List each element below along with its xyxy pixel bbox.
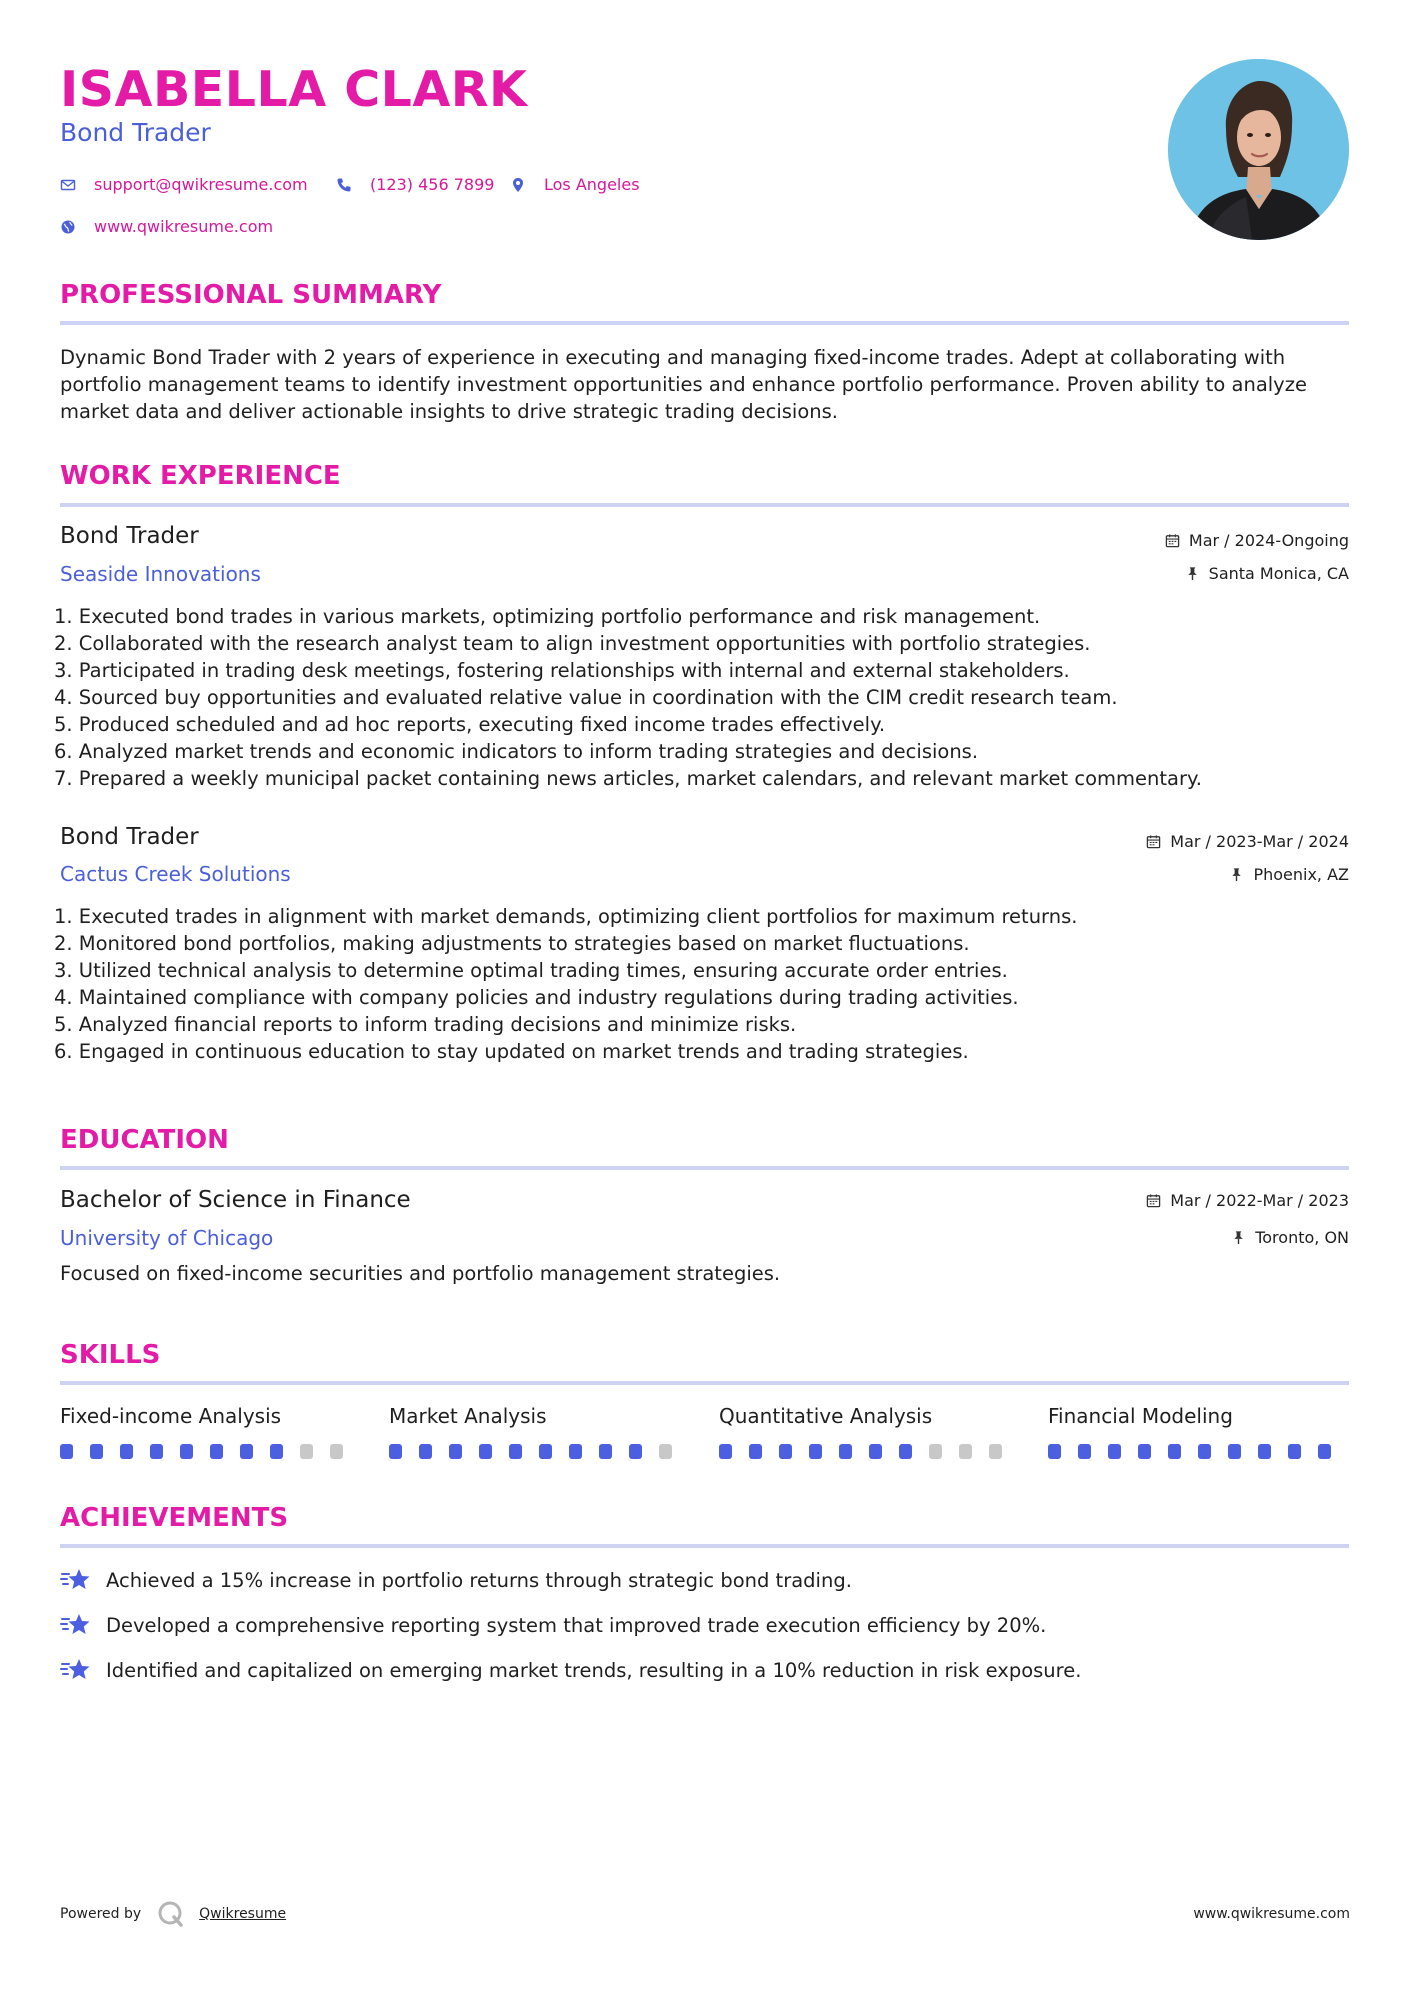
job-location: Santa Monica, CA bbox=[1185, 564, 1349, 583]
rating-dot-empty bbox=[929, 1444, 942, 1459]
education-description: Focused on fixed-income securities and portfolio management strategies. bbox=[60, 1262, 781, 1285]
list-item: 4. Sourced buy opportunities and evaluated relative value in coordination with the CIM credit research team. bbox=[54, 686, 1118, 709]
rating-dot-filled bbox=[839, 1444, 852, 1459]
section-divider bbox=[60, 503, 1349, 507]
rating-dot-filled bbox=[1168, 1444, 1181, 1459]
job-bullets bbox=[54, 903, 1354, 1065]
rating-dot-filled bbox=[1108, 1444, 1121, 1459]
summary-text: Dynamic Bond Trader with 2 years of experience in executing and managing fixed-income trades. Adept at collaborating with portfolio management teams to identify investment opportunities and enhance portfolio performance. Proven ability to analyze market data and deliver actionable insights to drive strategic trading decisions. bbox=[60, 346, 1307, 423]
rating-dot-filled bbox=[60, 1444, 73, 1459]
pin-icon bbox=[1231, 1230, 1246, 1245]
pin-icon bbox=[1185, 566, 1200, 581]
rating-dot-filled bbox=[479, 1444, 492, 1459]
rating-dot-filled bbox=[779, 1444, 792, 1459]
calendar-icon bbox=[1146, 1193, 1161, 1208]
rating-dot-filled bbox=[899, 1444, 912, 1459]
skill-item bbox=[389, 1402, 689, 1459]
achievement-item: Developed a comprehensive reporting system that improved trade execution efficiency by 20%. bbox=[60, 1611, 1046, 1639]
rating-dot-filled bbox=[539, 1444, 552, 1459]
skill-rating bbox=[1048, 1444, 1348, 1459]
list-item: 2. Collaborated with the research analyst team to align investment opportunities with portfolio strategies. bbox=[54, 632, 1091, 655]
star-icon bbox=[60, 1611, 92, 1639]
skill-name: Quantitative Analysis bbox=[719, 1404, 933, 1428]
education-dates: Mar / 2022-Mar / 2023 bbox=[1146, 1191, 1349, 1210]
star-icon bbox=[60, 1656, 92, 1684]
rating-dot-empty bbox=[300, 1444, 313, 1459]
candidate-role: Bond Trader bbox=[60, 118, 211, 147]
rating-dot-filled bbox=[509, 1444, 522, 1459]
footer-url[interactable]: www.qwikresume.com bbox=[1193, 1906, 1350, 1922]
section-title-skills: SKILLS bbox=[60, 1340, 161, 1370]
contact-website[interactable] bbox=[60, 217, 273, 236]
rating-dot-filled bbox=[120, 1444, 133, 1459]
list-item: 3. Utilized technical analysis to determine optimal trading times, ensuring accurate order entries. bbox=[54, 959, 1008, 982]
rating-dot-filled bbox=[629, 1444, 642, 1459]
list-item: 6. Engaged in continuous education to stay updated on market trends and trading strategies. bbox=[54, 1040, 969, 1063]
footer-powered-by: Powered by Qwikresume bbox=[60, 1900, 286, 1928]
envelope-icon bbox=[60, 177, 76, 193]
rating-dot-filled bbox=[389, 1444, 402, 1459]
pin-icon bbox=[1229, 867, 1244, 882]
location-text: Los Angeles bbox=[544, 175, 640, 194]
achievement-item: Identified and capitalized on emerging market trends, resulting in a 10% reduction in risk exposure. bbox=[60, 1656, 1081, 1684]
rating-dot-empty bbox=[330, 1444, 343, 1459]
email-text: support@qwikresume.com bbox=[94, 175, 308, 194]
rating-dot-filled bbox=[210, 1444, 223, 1459]
job-bullets bbox=[54, 603, 1354, 792]
qwikresume-logo-icon bbox=[157, 1900, 185, 1928]
section-divider bbox=[60, 1544, 1349, 1548]
contact-phone[interactable] bbox=[336, 175, 494, 194]
rating-dot-filled bbox=[180, 1444, 193, 1459]
section-divider bbox=[60, 1166, 1349, 1170]
skill-rating bbox=[719, 1444, 1019, 1459]
skill-rating bbox=[60, 1444, 360, 1459]
job-dates: Mar / 2024-Ongoing bbox=[1165, 531, 1349, 550]
calendar-icon bbox=[1146, 834, 1161, 849]
list-item: 2. Monitored bond portfolios, making adjustments to strategies based on market fluctuations. bbox=[54, 932, 970, 955]
skill-name: Financial Modeling bbox=[1048, 1404, 1233, 1428]
skill-item bbox=[719, 1402, 1019, 1459]
rating-dot-filled bbox=[1078, 1444, 1091, 1459]
candidate-name: ISABELLA CLARK bbox=[60, 61, 528, 118]
job-dates: Mar / 2023-Mar / 2024 bbox=[1146, 832, 1349, 851]
rating-dot-filled bbox=[419, 1444, 432, 1459]
skill-name: Fixed-income Analysis bbox=[60, 1404, 282, 1428]
rating-dot-filled bbox=[599, 1444, 612, 1459]
rating-dot-filled bbox=[1138, 1444, 1151, 1459]
list-item: 7. Prepared a weekly municipal packet containing news articles, market calendars, and relevant market commentary. bbox=[54, 767, 1202, 790]
degree-title: Bachelor of Science in Finance bbox=[60, 1187, 411, 1213]
contact-location bbox=[510, 175, 640, 194]
job-location: Phoenix, AZ bbox=[1229, 865, 1349, 884]
skill-name: Market Analysis bbox=[389, 1404, 547, 1428]
skill-rating bbox=[389, 1444, 689, 1459]
job-title: Bond Trader bbox=[60, 824, 199, 850]
website-text: www.qwikresume.com bbox=[94, 217, 274, 236]
achievement-item: Achieved a 15% increase in portfolio returns through strategic bond trading. bbox=[60, 1566, 852, 1594]
list-item: 3. Participated in trading desk meetings, fostering relationships with internal and external stakeholders. bbox=[54, 659, 1070, 682]
phone-text: (123) 456 7899 bbox=[370, 175, 495, 194]
footer-brand-link[interactable]: Qwikresume bbox=[199, 1906, 287, 1922]
rating-dot-filled bbox=[719, 1444, 732, 1459]
phone-icon bbox=[336, 177, 352, 193]
rating-dot-filled bbox=[270, 1444, 283, 1459]
rating-dot-filled bbox=[240, 1444, 253, 1459]
rating-dot-empty bbox=[959, 1444, 972, 1459]
rating-dot-filled bbox=[150, 1444, 163, 1459]
contact-email[interactable] bbox=[60, 175, 308, 194]
section-title-summary: PROFESSIONAL SUMMARY bbox=[60, 280, 442, 310]
section-divider bbox=[60, 1381, 1349, 1385]
skill-item bbox=[1048, 1402, 1348, 1459]
rating-dot-filled bbox=[1318, 1444, 1331, 1459]
rating-dot-filled bbox=[1198, 1444, 1211, 1459]
rating-dot-empty bbox=[989, 1444, 1002, 1459]
section-title-experience: WORK EXPERIENCE bbox=[60, 461, 341, 491]
globe-icon bbox=[60, 219, 76, 235]
rating-dot-filled bbox=[1288, 1444, 1301, 1459]
rating-dot-filled bbox=[449, 1444, 462, 1459]
company-name: Seaside Innovations bbox=[60, 562, 261, 586]
rating-dot-empty bbox=[659, 1444, 672, 1459]
calendar-icon bbox=[1165, 533, 1180, 548]
rating-dot-filled bbox=[809, 1444, 822, 1459]
rating-dot-filled bbox=[569, 1444, 582, 1459]
rating-dot-filled bbox=[90, 1444, 103, 1459]
school-name: University of Chicago bbox=[60, 1226, 274, 1250]
company-name: Cactus Creek Solutions bbox=[60, 862, 291, 886]
list-item: 6. Analyzed market trends and economic indicators to inform trading strategies and decisions. bbox=[54, 740, 979, 763]
map-pin-icon bbox=[510, 177, 526, 193]
rating-dot-filled bbox=[869, 1444, 882, 1459]
rating-dot-filled bbox=[1258, 1444, 1271, 1459]
list-item: 1. Executed bond trades in various markets, optimizing portfolio performance and risk management. bbox=[54, 605, 1041, 628]
rating-dot-filled bbox=[1228, 1444, 1241, 1459]
list-item: 4. Maintained compliance with company policies and industry regulations during trading activities. bbox=[54, 986, 1019, 1009]
list-item: 1. Executed trades in alignment with market demands, optimizing client portfolios for maximum returns. bbox=[54, 905, 1078, 928]
skill-item bbox=[60, 1402, 360, 1459]
star-icon bbox=[60, 1566, 92, 1594]
section-divider bbox=[60, 321, 1349, 325]
avatar bbox=[1168, 59, 1349, 240]
education-location: Toronto, ON bbox=[1231, 1228, 1349, 1247]
section-title-achievements: ACHIEVEMENTS bbox=[60, 1503, 289, 1533]
list-item: 5. Produced scheduled and ad hoc reports, executing fixed income trades effectively. bbox=[54, 713, 886, 736]
job-title: Bond Trader bbox=[60, 523, 199, 549]
section-title-education: EDUCATION bbox=[60, 1125, 229, 1155]
rating-dot-filled bbox=[1048, 1444, 1061, 1459]
list-item: 5. Analyzed financial reports to inform trading decisions and minimize risks. bbox=[54, 1013, 797, 1036]
rating-dot-filled bbox=[749, 1444, 762, 1459]
